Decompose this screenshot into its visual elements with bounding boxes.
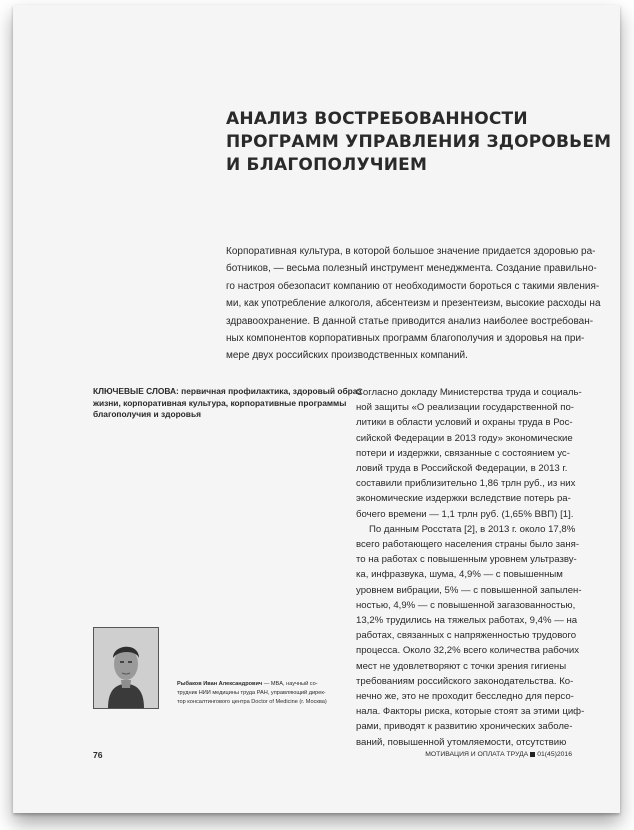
journal-name: МОТИВАЦИЯ И ОПЛАТА ТРУДА [425,751,529,758]
portrait-image [94,628,158,708]
lead-line: ботников, — весьма полезный инструмент менеджмента. Создание правильно- [226,263,597,275]
body-line: экономические издержки вследствие потерь ра- [356,493,571,505]
body-line: ной защиты «О реализации государственной по- [356,402,575,414]
body-line: работах, связанных с напряженностью трудового [356,630,577,642]
author-bio-text: — MBA, научный со- [262,681,318,687]
article-body [356,385,601,750]
magazine-page [13,5,620,813]
keywords-block [93,386,362,421]
article-lead [226,243,601,365]
body-line: потери и издержки, связанные с состоянием ус- [356,447,570,459]
author-name: Рыбаков Иван Александрович [177,681,263,687]
lead-line: го настроя обезопасит компанию от необходимости бороться с такими явления- [226,280,600,292]
author-bio-line: трудник НИИ медицины труда РАН, управляющий дирек- [177,690,326,697]
body-line: уровнем вибрации, 5% — с повышенной запылен- [356,584,582,596]
body-line: требованиям российского законодательства. Ко- [356,675,574,687]
body-line: всего работающего населения страны было заня- [356,539,580,551]
page-number: 76 [93,750,103,760]
keywords-line: КЛЮЧЕВЫЕ СЛОВА: первичная профилактика, здоровый образ [93,386,362,396]
keywords-line: жизни, корпоративная культура, корпоративные программы [93,397,347,408]
body-line: ностью, 4,9% — с повышенной загазованностью, [356,599,576,611]
body-line: рами, приводят к развитию хронических заболе- [356,721,573,733]
body-line: 13,2% трудились на тяжелых работах, 9,4% — на [356,615,578,627]
body-line: то на работах с повышенным уровнем ультразву- [356,554,577,566]
body-line: ваний, повышенной утомляемости, отсутствию [356,736,567,748]
square-separator-icon [530,752,535,757]
lead-line: ми, как употребление алкоголя, абсентеизм и презентеизм, высокие расходы на [226,298,601,310]
body-line: литики в области условий и охраны труда в Рос- [356,417,573,429]
keywords-line: благополучия и здоровья [93,409,201,420]
issue-number: 01(45)2016 [537,751,572,758]
title-line: И БЛАГОПОЛУЧИЕМ [226,155,428,175]
body-line: процесса. Около 32,2% всего количества рабочих [356,645,580,657]
body-line: Согласно докладу Министерства труда и социаль- [356,387,582,398]
author-bio-line: тор консалтингового центра Doctor of Medicine (г. Москва) [177,699,327,706]
body-line: ка, инфразвука, шума, 4,9% — с повышенным [356,569,563,581]
body-line: По данным Росстата [2], в 2013 г. около 17,8% [369,523,576,535]
lead-line: мере двух российских производственных компаний. [226,350,468,362]
lead-line: Корпоративная культура, в которой большое значение придается здоровью ра- [226,246,596,257]
lead-line: здравоохранение. В данной статье приводится анализ наиболее востребован- [226,315,594,327]
body-line: сийской Федерации в 2013 году» экономические [356,432,573,444]
author-photo [93,627,159,709]
body-line: мест не удовлетворяют с точки зрения гигиены [356,660,567,672]
body-line: составили приблизительно 1,86 трлн руб., из них [356,478,576,490]
author-bio-line [177,680,347,689]
title-line: ПРОГРАММ УПРАВЛЕНИЯ ЗДОРОВЬЕМ [226,132,612,152]
body-line: бочего времени — 1,1 трлн руб. (1,65% ВВП) [1]. [356,508,574,520]
body-line: ловий труда в Российской Федерации, в 2013 г. [356,463,568,475]
article-title [226,108,611,177]
lead-line: ных компонентов корпоративных программ благополучия и здоровья на при- [226,333,585,345]
title-line: АНАЛИЗ ВОСТРЕБОВАННОСТИ [226,109,528,129]
author-bio [177,680,347,708]
journal-footer [425,751,572,758]
body-line: нечно же, это не проходит бесследно для персо- [356,691,574,703]
body-line: нала. Факторы риска, которые стоят за этими циф- [356,706,585,718]
